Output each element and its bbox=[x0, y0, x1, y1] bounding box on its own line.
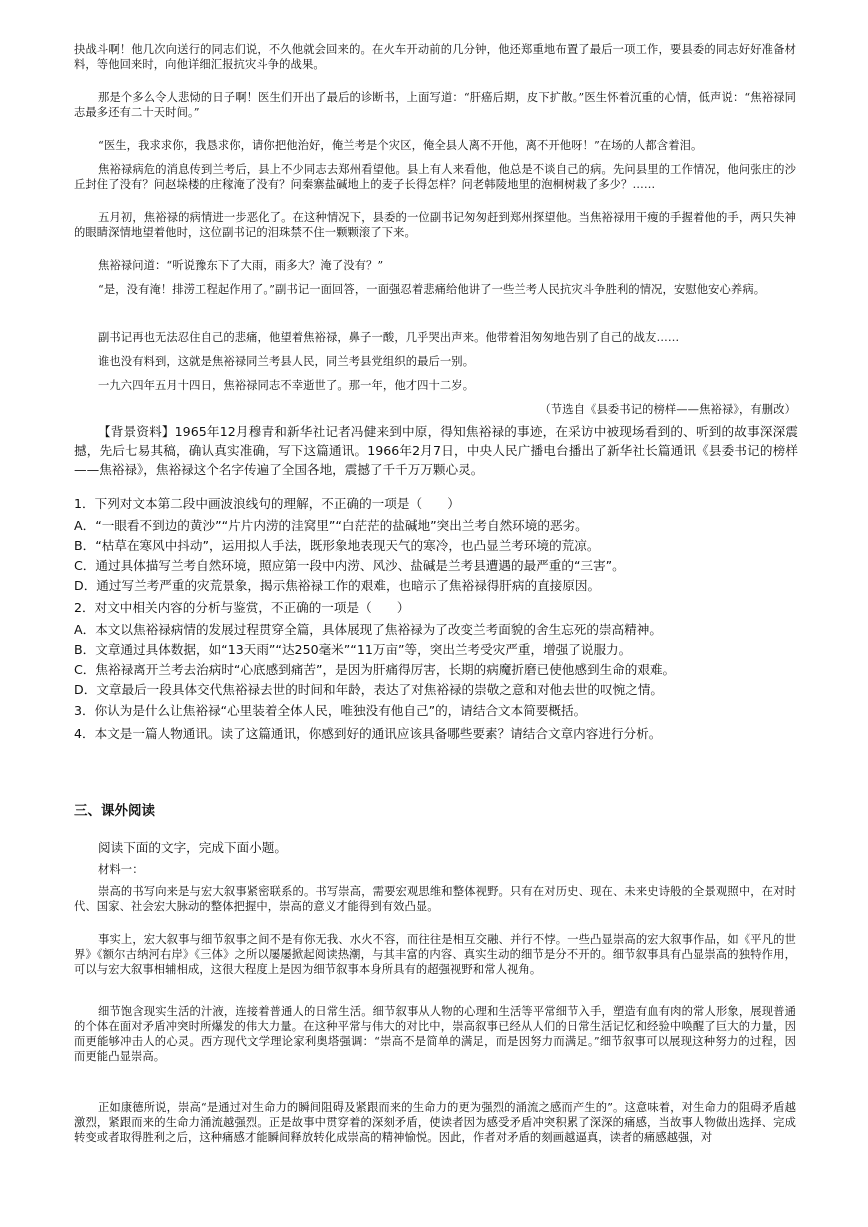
story-paragraph-8: 副书记再也无法忍住自己的悲痛，他望着焦裕禄，鼻子一酸，几乎哭出声来。他带着泪匆匆地告别了自己的战友…… bbox=[98, 331, 680, 344]
story-source: （节选自《县委书记的榜样——焦裕禄》，有删改） bbox=[539, 403, 796, 416]
story-paragraph-7: “是，没有淹！排涝工程起作用了。”副书记一面回答，一面强忍着悲痛给他讲了一些兰考人民抗灾斗争胜利的情况，安慰他安心养病。 bbox=[98, 283, 766, 296]
material-label: 材料一： bbox=[98, 863, 144, 876]
background-material: 【背景资料】1965年12月穆青和新华社记者冯健来到中原，得知焦裕禄的事迹，在采访中被现场看到的、听到的故事深深震撼，先后七易其稿，确认真实准确，写下这篇通讯。1966年2月7日，中央人民广播电台播出了新华社长篇通讯《县委书记的榜样——焦裕禄》，焦裕禄这个名字传遍了全国各地，震撼了千千万万颗心灵。 bbox=[74, 424, 798, 477]
story-paragraph-1: 抉战斗啊！他几次向送行的同志们说，不久他就会回来的。在火车开动前的几分钟，他还郑重地布置了最后一项工作，要县委的同志好好准备材料，等他回来时，向他详细汇报抗灾斗争的战果。 bbox=[74, 43, 796, 71]
story-paragraph-3: “医生，我求求你，我恳求你，请你把他治好，俺兰考是个灾区，俺全县人离不开他，离不开他呀！”在场的人都含着泪。 bbox=[98, 139, 703, 152]
question-2-option-a: A．本文以焦裕禄病情的发展过程贯穿全篇，具体展现了焦裕禄为了改变兰考面貌的舍生忘死的崇高精神。 bbox=[74, 622, 662, 637]
question-2-option-d: D．文章最后一段具体交代焦裕禄去世的时间和年龄，表达了对焦裕禄的崇敬之意和对他去世的叹惋之情。 bbox=[74, 682, 664, 697]
material-paragraph-2: 事实上，宏大叙事与细节叙事之间不是有你无我、水火不容，而往往是相互交融、并行不悖。一些凸显崇高的宏大叙事作品，如《平凡的世界》《额尔古纳河右岸》《三体》之所以屡屡掀起阅读热潮，与其丰富的内容、真实生动的细节是分不开的。细节叙事具有凸显崇高的独特作用，可以与宏大叙事相辅相成，这很大程度上是因为细节叙事本身所具有的超强视野和常人视角。 bbox=[74, 933, 796, 976]
material-paragraph-1: 崇高的书写向来是与宏大叙事紧密联系的。书写崇高，需要宏观思维和整体视野。只有在对历史、现在、未来史诗般的全景观照中，在对时代、国家、社会宏大脉动的整体把握中，崇高的意义才能得到有效凸显。 bbox=[74, 885, 796, 913]
question-2: 2．对文中相关内容的分析与鉴赏，不正确的一项是（ ） bbox=[74, 600, 410, 615]
question-1-option-a: A．“一眼看不到边的黄沙”“片片内涝的洼窝里”“白茫茫的盐碱地”突出兰考自然环境的恶劣。 bbox=[74, 518, 588, 533]
section-instruction: 阅读下面的文字，完成下面小题。 bbox=[98, 840, 287, 855]
story-paragraph-9: 谁也没有料到，这就是焦裕禄同兰考县人民，同兰考县党组织的最后一别。 bbox=[98, 355, 475, 368]
story-paragraph-6: 焦裕禄问道：“听说豫东下了大雨，雨多大？淹了没有？” bbox=[98, 259, 384, 272]
material-paragraph-3: 细节饱含现实生活的汁液，连接着普通人的日常生活。细节叙事从人物的心理和生活等平常细节入手，塑造有血有肉的常人形象，展现普通的个体在面对矛盾冲突时所爆发的伟大力量。在这种平常与伟大的对比中，崇高叙事已经从人们的日常生活记忆和经验中唤醒了巨大的力量，因而更能够冲击人的心灵。西方现代文学理论家利奥塔强调：“崇高不是简单的满足，而是因努力而满足。”细节叙事可以展现这种努力的过程，因而更能凸显崇高。 bbox=[74, 1005, 796, 1063]
material-paragraph-4: 正如康德所说，崇高“是通过对生命力的瞬间阻碍及紧跟而来的生命力的更为强烈的涌流之感而产生的”。这意味着，对生命力的阻碍矛盾越激烈，紧跟而来的生命力涌流越强烈。正是故事中贯穿着的深刻矛盾，使读者因为感受矛盾冲突积累了深深的痛感，当故事人物做出选择、完成转变或者取得胜利之后，这种痛感才能瞬间释放转化成崇高的精神愉悦。因此，作者对矛盾的刻画越逼真，读者的痛感越强，对 bbox=[74, 1101, 796, 1144]
question-3: 3．你认为是什么让焦裕禄“心里装着全体人民，唯独没有他自己”的，请结合文本简要概括。 bbox=[74, 703, 587, 718]
story-paragraph-5: 五月初，焦裕禄的病情进一步恶化了。在这种情况下，县委的一位副书记匆匆赶到郑州探望他。当焦裕禄用干瘦的手握着他的手，两只失神的眼睛深情地望着他时，这位副书记的泪珠禁不住一颗颗滚了下来。 bbox=[74, 211, 796, 239]
question-2-option-c: C．焦裕禄离开兰考去治病时“心底感到痛苦”，是因为肝痛得厉害，长期的病魔折磨已使他感到生命的艰难。 bbox=[74, 662, 676, 677]
story-paragraph-2: 那是个多么令人悲恸的日子啊！医生们开出了最后的诊断书，上面写道：“肝癌后期，皮下扩散。”医生怀着沉重的心情，低声说：“焦裕禄同志最多还有二十天时间。” bbox=[74, 91, 796, 119]
story-paragraph-4: 焦裕禄病危的消息传到兰考后，县上不少同志去郑州看望他。县上有人来看他，他总是不谈自己的病。先问县里的工作情况，他问张庄的沙丘封住了没有？问赵垛楼的庄稼淹了没有？问秦寨盐碱地上的麦子长得怎样？问老韩陵地里的泡桐树栽了多少？…… bbox=[74, 163, 796, 191]
question-1: 1．下列对文本第二段中画波浪线句的理解，不正确的一项是（ ） bbox=[74, 496, 460, 511]
question-1-option-c: C．通过具体描写兰考自然环境，照应第一段中内涝、风沙、盐碱是兰考县遭遇的最严重的“三害”。 bbox=[74, 558, 625, 573]
question-4: 4．本文是一篇人物通讯。读了这篇通讯，你感到好的通讯应该具备哪些要素？请结合文章内容进行分析。 bbox=[74, 726, 662, 741]
question-1-option-d: D．通过写兰考严重的灾荒景象，揭示焦裕禄工作的艰难，也暗示了焦裕禄得肝病的直接原因。 bbox=[74, 578, 601, 593]
question-2-option-b: B．文章通过具体数据，如“13天雨”“达250毫米”“11万亩”等，突出兰考受灾严重，增强了说服力。 bbox=[74, 642, 632, 657]
question-1-option-b: B．“枯草在寒风中抖动”，运用拟人手法，既形象地表现天气的寒冷，也凸显兰考环境的荒凉。 bbox=[74, 538, 600, 553]
story-paragraph-10: 一九六四年五月十四日，焦裕禄同志不幸逝世了。那一年，他才四十二岁。 bbox=[98, 379, 475, 392]
section-heading: 三、课外阅读 bbox=[74, 803, 155, 819]
